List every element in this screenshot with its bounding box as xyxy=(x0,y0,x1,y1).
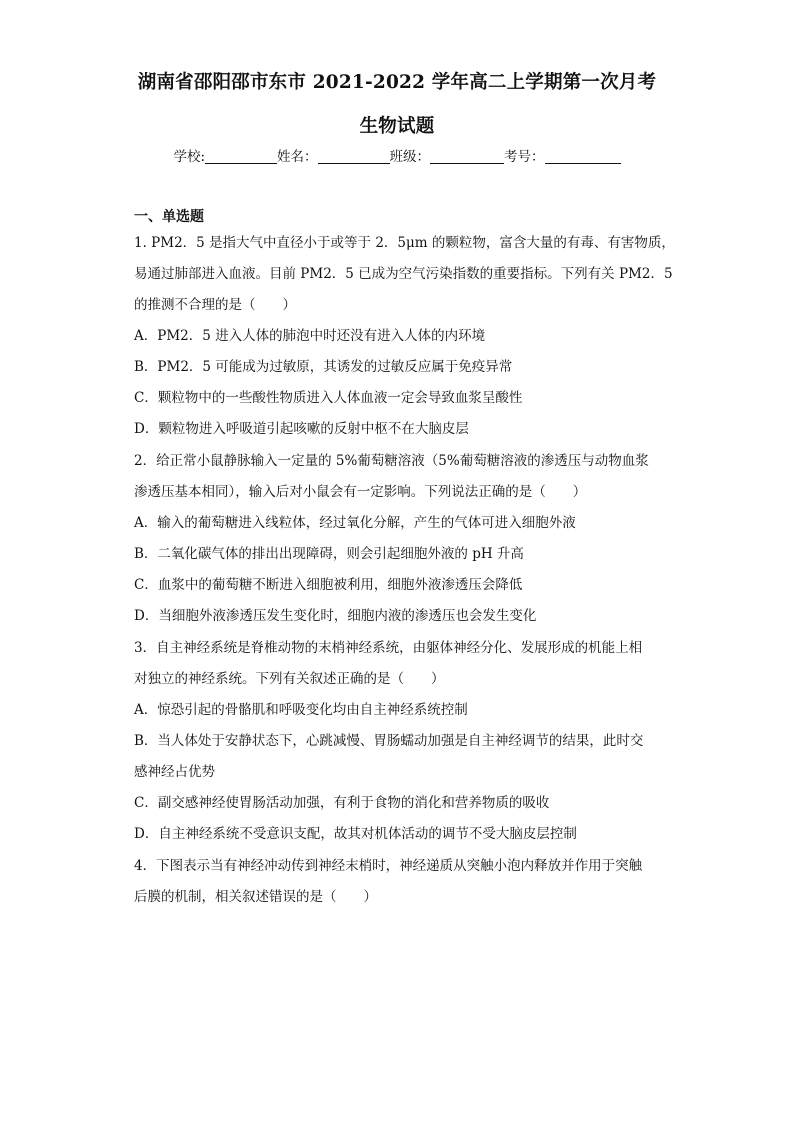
q4-stem-line: 后膜的机制，相关叙述错误的是（ ） xyxy=(134,889,377,905)
q1-option-a: A．PM2．5 进入人体的肺泡中时还没有进入人体的内环境 xyxy=(134,328,486,344)
q1-stem-line: 易通过肺部进入血液。目前 PM2．5 已成为空气污染指数的重要指标。下列有关 PM2．5 xyxy=(134,266,673,282)
q2-option-a: A．输入的葡萄糖进入线粒体，经过氧化分解，产生的气体可进入细胞外液 xyxy=(134,515,576,531)
student-info-line xyxy=(0,145,794,165)
q3-option-a: A．惊恐引起的骨骼肌和呼吸变化均由自主神经系统控制 xyxy=(134,702,468,718)
q4-stem-line: 4．下图表示当有神经冲动传到神经末梢时，神经递质从突触小泡内释放并作用于突触 xyxy=(134,858,643,874)
name-label: 姓名： xyxy=(277,149,318,165)
q1-stem-line: 1. PM2．5 是指大气中直径小于或等于 2．5μm 的颗粒物，富含大量的有毒、有害物质， xyxy=(134,235,675,251)
q2-stem-line: 渗透压基本相同），输入后对小鼠会有一定影响。下列说法正确的是（ ） xyxy=(134,484,587,500)
exam-subtitle: 生物试题 xyxy=(359,116,435,137)
class-blank[interactable] xyxy=(430,149,504,164)
q3-option-c: C．副交感神经使胃肠活动加强，有利于食物的消化和营养物质的吸收 xyxy=(134,795,550,811)
q3-stem-line: 3．自主神经系统是脊椎动物的末梢神经系统，由躯体神经分化、发展形成的机能上相 xyxy=(134,640,643,656)
class-label: 班级： xyxy=(389,149,431,165)
name-blank[interactable] xyxy=(318,149,390,164)
exam-title: 湖南省邵阳邵市东市 2021-2022 学年高二上学期第一次月考 xyxy=(137,72,657,93)
q2-stem-line: 2．给正常小鼠静脉输入一定量的 5%葡萄糖溶液（5%葡萄糖溶液的渗透压与动物血浆 xyxy=(134,453,649,469)
q2-option-d: D．当细胞外液渗透压发生变化时，细胞内液的渗透压也会发生变化 xyxy=(134,608,537,624)
q2-option-b: B．二氧化碳气体的排出出现障碍，则会引起细胞外液的 pH 升高 xyxy=(134,546,524,562)
q3-option-b: B．当人体处于安静状态下，心跳减慢、胃肠蠕动加强是自主神经调节的结果，此时交 xyxy=(134,733,644,749)
q3-option-b-continued: 感神经占优势 xyxy=(134,764,215,780)
q1-stem-line: 的推测不合理的是（ ） xyxy=(134,297,296,313)
q1-option-d: D．颗粒物进入呼吸道引起咳嗽的反射中枢不在大脑皮层 xyxy=(134,421,469,437)
q3-option-d: D．自主神经系统不受意识支配，故其对机体活动的调节不受大脑皮层控制 xyxy=(134,826,577,842)
section-heading: 一、单选题 xyxy=(134,209,204,225)
number-label: 考号： xyxy=(504,149,545,165)
q1-option-c: C．颗粒物中的一些酸性物质进入人体血液一定会导致血浆呈酸性 xyxy=(134,390,523,406)
school-blank[interactable] xyxy=(205,149,277,164)
q2-option-c: C．血浆中的葡萄糖不断进入细胞被利用，细胞外液渗透压会降低 xyxy=(134,577,523,593)
number-blank[interactable] xyxy=(545,149,621,164)
q3-stem-line: 对独立的神经系统。下列有关叙述正确的是（ ） xyxy=(134,671,445,687)
q1-option-b: B．PM2．5 可能成为过敏原，其诱发的过敏反应属于免疫异常 xyxy=(134,359,513,375)
school-label: 学校: xyxy=(173,149,206,165)
